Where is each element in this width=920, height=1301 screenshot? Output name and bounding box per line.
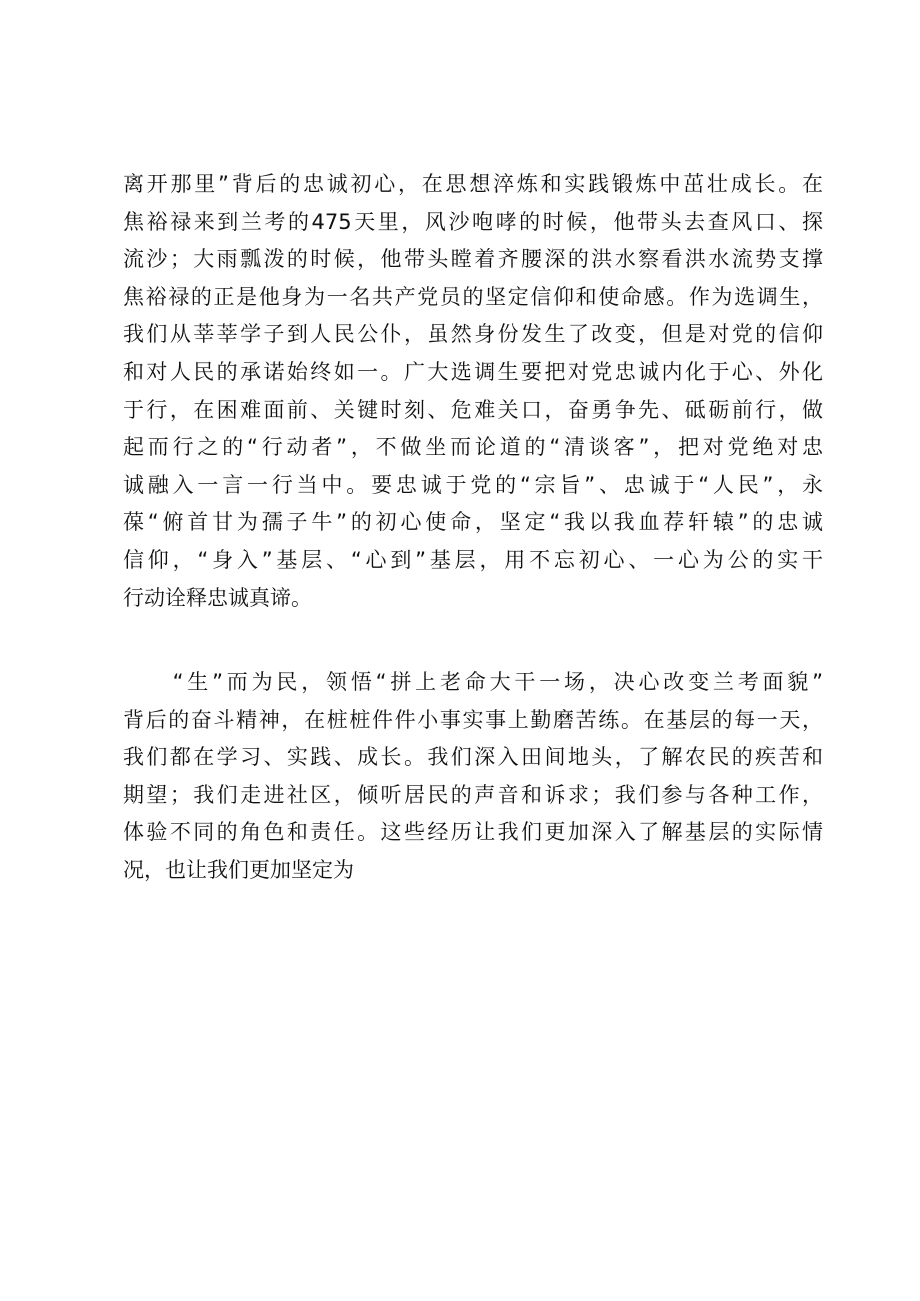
paragraph-2 (123, 664, 823, 890)
text-line: 流沙；大雨瓢泼的时候，他带头瞠着齐腰深的洪水察看洪水流势支撑 (123, 247, 823, 272)
text-line: 焦裕禄来到兰考的475天里，风沙咆哮的时候，他带头去查风口、探 (123, 209, 823, 234)
text-line: 我们从莘莘学子到人民公仆，虽然身份发生了改变，但是对党的信仰 (123, 322, 823, 347)
text-line: 背后的奋斗精神，在桩桩件件小事实事上勤磨苦练。在基层的每一天， (123, 707, 823, 732)
text-line: 焦裕禄的正是他身为一名共产党员的坚定信仰和使命感。作为选调生， (123, 284, 823, 309)
text-line: 期望；我们走进社区，倾听居民的声音和诉求；我们参与各种工作， (123, 782, 823, 807)
text-line: 起而行之的“行动者”，不做坐而论道的“清谈客”，把对党绝对忠 (123, 435, 823, 460)
text-line: 我们都在学习、实践、成长。我们深入田间地头，了解农民的疾苦和 (123, 745, 823, 770)
text-line: 和对人民的承诺始终如一。广大选调生要把对党忠诚内化于心、外化 (123, 359, 823, 384)
text-line: “生”而为民，领悟“拼上老命大干一场，决心改变兰考面貌” (123, 670, 823, 694)
text-line: 于行，在困难面前、关键时刻、危难关口，奋勇争先、砥砺前行，做 (123, 397, 823, 422)
text-line: 信仰，“身入”基层、“心到”基层，用不忘初心、一心为公的实干 (123, 547, 823, 572)
text-line: 葆“俯首甘为孺子牛”的初心使命，坚定“我以我血荐轩辕”的忠诚 (123, 510, 823, 535)
text-line: 况，也让我们更加坚定为 (123, 857, 354, 882)
text-line: 行动诠释忠诚真谛。 (123, 585, 312, 610)
paragraph-1 (123, 166, 823, 617)
text-line: 体验不同的角色和责任。这些经历让我们更加深入了解基层的实际情 (123, 820, 823, 845)
text-line: 离开那里”背后的忠诚初心，在思想淬炼和实践锻炼中茁壮成长。在 (123, 172, 823, 196)
text-line: 诚融入一言一行当中。要忠诚于党的“宗旨”、忠诚于“人民”，永 (123, 472, 823, 497)
